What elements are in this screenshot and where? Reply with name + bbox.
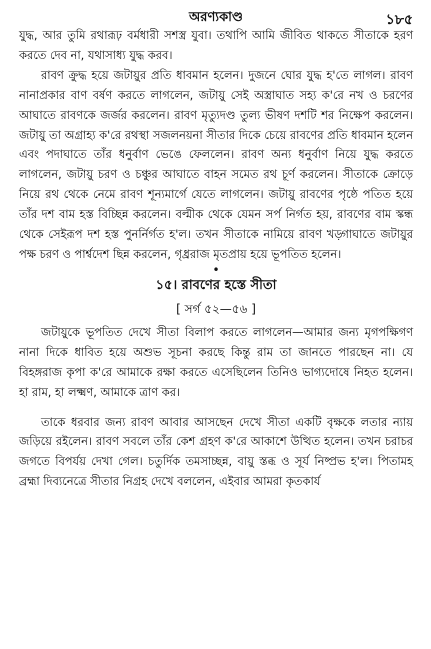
paragraph-sita-abduction: তাকে ধরবার জন্য রাবণ আবার আসছেন দেখে সীতা একটি বৃক্ষকে লতার ন্যায় জড়িয়ে রইলেন। রাবণ সবলে তাঁর কেশ গ্রহণ ক'রে আকাশে উত্থিত হলেন। তখন চরাচর জগতে বিপর্যয় দেখা গেল। চতুর্দিক তমসাচ্ছন্ন, বায়ু স্তব্ধ ও সূর্য নিষ্প্রভ হ'ল। পিতামহ ব্রহ্মা দিব্যনেত্রে সীতার নিগ্রহ দেখে বললেন, এইবার আমরা কৃতকার্য xyxy=(19,414,413,489)
running-head xyxy=(19,6,413,26)
sarga-reference: [ সর্গ ৫২—৫৬ ] xyxy=(176,301,256,316)
paragraph-sita-lament: জটায়ুকে ভূপতিত দেখে সীতা বিলাপ করতে লাগলেন—আমার জন্য মৃগপক্ষিগণ নানা দিকে ধাবিত হয়ে অশুভ সূচনা করছে কিন্তু রাম তা জানতে পারছেন না। যে বিহঙ্গরাজ কৃপা ক'রে আমাকে রক্ষা করতে এসেছিলেন তিনিও ভাগ্যদোষে নিহত হলেন। হা রাম, হা লক্ষ্মণ, আমাকে ত্রাণ কর। xyxy=(19,324,413,399)
running-title: অরণ্যকাণ্ড xyxy=(189,10,243,25)
sarga-reference-line xyxy=(19,297,413,321)
page-number: ১৮৫ xyxy=(385,12,413,28)
section-title: ১৫। রাবণের হস্তে সীতা xyxy=(155,277,277,293)
paragraph-ravana-jatayu-fight: রাবণ ক্রুদ্ধ হয়ে জটায়ুর প্রতি ধাবমান হলেন। দুজনে ঘোর যুদ্ধ হ'তে লাগল। রাবণ নানাপ্রকার বাণ বর্ষণ করতে লাগলেন, জটায়ু সেই অস্ত্রাঘাত সহ্য ক'রে নখ ও চরণের আঘাতে রাবণকে জর্জর করলেন। রাবণ মৃত্যুদণ্ড তুল্য ভীষণ দশটি শর নিক্ষেপ করলেন। জটায়ু তা অগ্রাহ্য ক'রে রথস্থা সজলনয়না সীতার দিকে চেয়ে রাবণের প্রতি ধাবমান হলেন এবং পদাঘাতে তাঁর ধনুর্বাণ ভেঙে ফেললেন। রাবণ অন্য ধনুর্বাণ নিয়ে যুদ্ধ করতে লাগলেন, জটায়ু চরণ ও চঞ্চুর আঘাতে বাহন সমেত রথ চূর্ণ করলেন। সীতাকে ক্রোড়ে নিয়ে রথ থেকে নেমে রাবণ শূন্যমার্গে যেতে লাগলেন। জটায়ু রাবণের পৃষ্ঠে পতিত হয়ে তাঁর দশ বাম হস্ত বিচ্ছিন্ন করলেন। বল্মীক থেকে যেমন সর্প নির্গত হয়, রাবণের বাম স্কন্ধ থেকে সেইরূপ দশ হস্ত পুনর্নির্গত হ'ল। তখন সীতাকে নামিয়ে রাবণ খড়্গাঘাতে জটায়ুর পক্ষ চরণ ও পার্শ্বদেশ ছিন্ন করলেন, গৃধ্ররাজ মৃতপ্রায় হয়ে ভূপতিত হলেন। xyxy=(19,67,413,261)
paragraph-yuddha: যুদ্ধ, আর তুমি রথারূঢ় বর্মধারী সশস্ত্র যুবা। তথাপি আমি জীবিত থাকতে সীতাকে হরণ করতে দেব না, যথাসাধ্য যুদ্ধ করব। xyxy=(19,28,413,62)
section-divider-mark: • xyxy=(212,262,220,277)
